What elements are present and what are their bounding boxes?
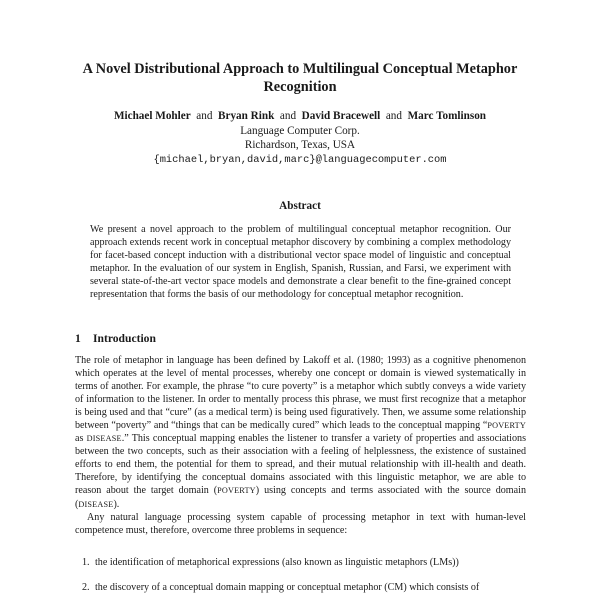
list-text: the discovery of a conceptual domain mapping or conceptual metaphor (CM) which consists of bbox=[95, 582, 480, 593]
list-number: 2. bbox=[82, 582, 90, 593]
small-caps-term: POVERTY bbox=[487, 421, 526, 431]
email: {michael,bryan,david,marc}@languagecomputer.com bbox=[153, 153, 447, 166]
title-line-2: Recognition bbox=[263, 79, 337, 95]
small-caps-term: DISEASE bbox=[86, 434, 122, 444]
author-names bbox=[40, 109, 560, 124]
author-name: Michael Mohler bbox=[113, 110, 191, 122]
paragraph bbox=[75, 354, 526, 511]
abstract-text: We present a novel approach to the problem of multilingual conceptual metaphor recognition. Our approach extends recent work in conceptual metaphor discovery by combining a complex methodology for facet-based concept induction with a distributional vector space model of linguistic and conceptual metaphor. In the evaluation of our system in English, Spanish, Russian, and Farsi, we experiment with several state-of-the-art vector space models and demonstrate a clear benefit to the fine-grained concept representation that forms the basis of our methodology for conceptual metaphor recognition. bbox=[90, 224, 511, 300]
list-text: the identification of metaphorical expressions (also known as linguistic metaphors (LMs)) bbox=[95, 557, 459, 568]
abstract-heading: Abstract bbox=[279, 200, 321, 212]
section-number: 1 bbox=[75, 332, 81, 345]
location: Richardson, Texas, USA bbox=[244, 139, 356, 152]
paper-title bbox=[40, 60, 560, 96]
text-run: as bbox=[75, 433, 87, 445]
author-name: Bryan Rink bbox=[218, 110, 275, 122]
text-run: ) using concepts and terms associated with the source domain ( bbox=[75, 485, 526, 510]
list-item bbox=[82, 581, 526, 594]
list-item bbox=[82, 556, 526, 569]
text-run: .” This conceptual mapping enables the listener to transfer a variety of properties and associations between the two concepts, such as their association with a feeling of helplessness, the existence of sustained efforts to end them, the potential for them to spread, and their mutual relationship with ill-health and death. Therefore, by identifying the conceptual domains associated with this linguistic metaphor, we are able to reason about the target domain ( bbox=[75, 433, 526, 497]
author-name: David Bracewell bbox=[301, 110, 381, 122]
text-run: The role of metaphor in language has been defined by Lakoff et al. (1980; 1993) as a cognitive phenomenon which operates at the level of mental processes, whereby one concept or domain is viewed systematically in terms of another. For example, the phrase “to cure poverty” is a metaphor which subtly conveys a wide variety of information to the listener. In order to mentally process this phrase, we must first recognize that a metaphor is being used and that “cure” (as a medical term) is being used figuratively. Then, we assume some relationship between “poverty” and “things that can be medically cured” which leads to the conceptual mapping “ bbox=[75, 355, 526, 432]
author-separator: and bbox=[385, 110, 402, 122]
author-separator: and bbox=[196, 110, 213, 122]
list-number: 1. bbox=[82, 557, 90, 568]
author-separator: and bbox=[279, 110, 297, 122]
affiliation: Language Computer Corp. bbox=[240, 124, 360, 137]
paragraph: Any natural language processing system capable of processing metaphor in text with human-level competence must, therefore, overcome three problems in sequence: bbox=[75, 511, 526, 536]
author-block bbox=[40, 109, 560, 167]
intro-body bbox=[75, 354, 526, 537]
title-line-1: A Novel Distributional Approach to Multilingual Conceptual Metaphor bbox=[82, 61, 518, 77]
section-title: Introduction bbox=[93, 332, 156, 345]
section-heading bbox=[75, 332, 156, 345]
author-name: Marc Tomlinson bbox=[407, 110, 487, 122]
small-caps-term: DISEASE bbox=[78, 499, 114, 509]
text-run: ). bbox=[113, 498, 120, 510]
small-caps-term: POVERTY bbox=[217, 486, 256, 496]
